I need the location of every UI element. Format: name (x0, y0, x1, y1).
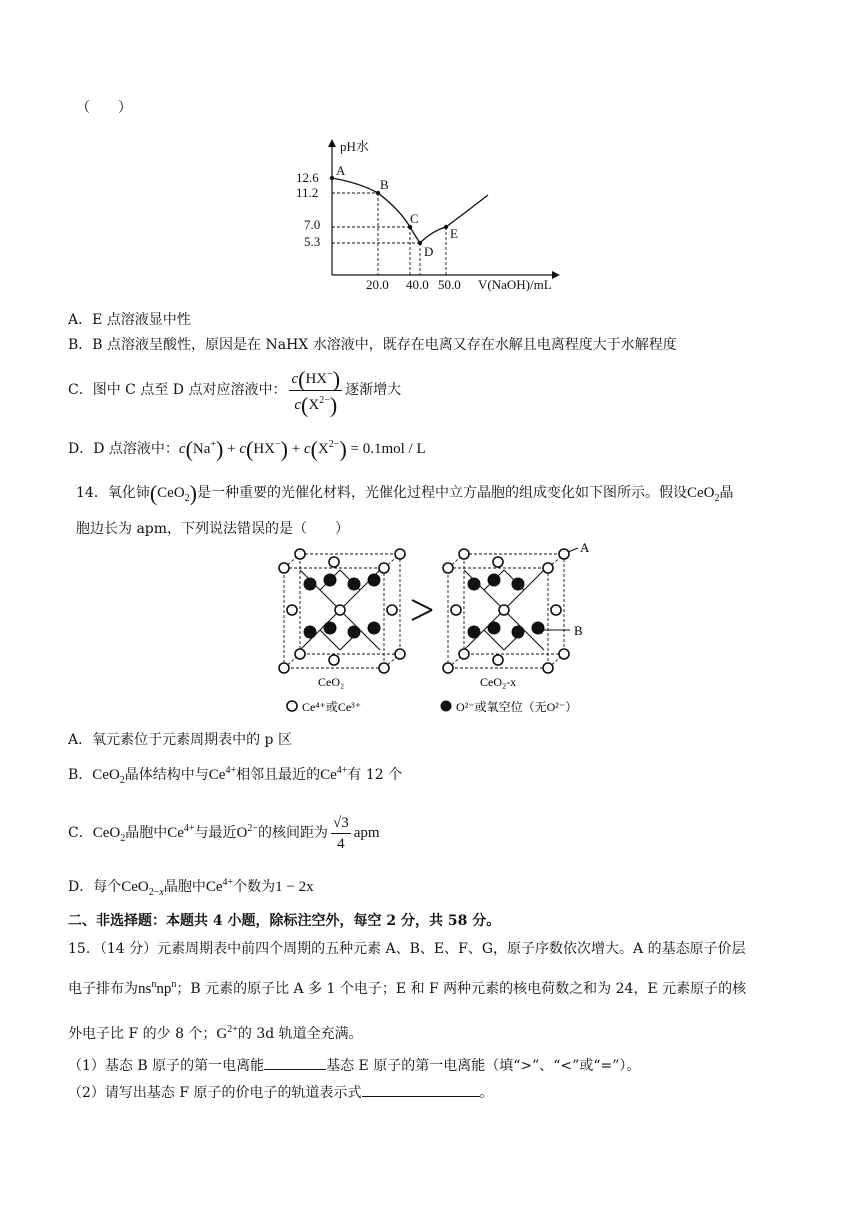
label-b: B (574, 623, 583, 638)
q15-line2: 电子排布为$ns^nnp^n$；B 元素的原子比 A 多 1 个电子；E 和 F 两种元素的核电荷数之和为 24，E 元素原子的核 (68, 979, 747, 997)
y-tick: 7.0 (304, 217, 321, 232)
q14-stem-line2: 胞边长为 apm，下列说法错误的是（ ） (76, 521, 350, 537)
ceo2-crystal-figure (270, 540, 590, 720)
q15-sub2: （2）请写出基态 F 原子的价电子的轨道表示式 。 (68, 1085, 494, 1101)
point-label: A (336, 163, 346, 178)
label-a: A (580, 540, 590, 555)
point-label: B (380, 177, 389, 192)
answer-blank[interactable] (362, 1096, 480, 1097)
q13-option-c: C．图中 C 点至 D 点对应溶液中： $\frac{c(HX^-)}{c(X^{2-})}$ 逐渐增大 (68, 366, 402, 418)
x-axis-label: V(NaOH)/mL (478, 277, 552, 292)
x-tick: 40.0 (406, 277, 429, 292)
y-tick: 5.3 (304, 234, 321, 249)
point-label: D (424, 244, 434, 259)
x-tick: 20.0 (366, 277, 389, 292)
y-tick: 11.2 (296, 185, 319, 200)
ph-titration-graph (290, 135, 570, 295)
q14-option-d: D．每个CeO$_{2-x}$晶胞中$Ce^{4+}$个数为1 − 2x (68, 877, 314, 898)
q13-option-a: A．E 点溶液显中性 (68, 312, 191, 328)
q15-line3: 外电子比 F 的少 8 个；$G^{2+}$的 3d 轨道全充满。 (68, 1024, 363, 1042)
q14-option-a: A．氧元素位于元素周期表中的 p 区 (68, 732, 292, 748)
q14-option-b: B．CeO$_2$晶体结构中与$Ce^{4+}$相邻且最近的$Ce^{4+}$有 12 个 (68, 765, 403, 786)
answer-paren: （ ） (76, 100, 132, 116)
q14-option-c: C．CeO$_2$晶胞中$Ce^{4+}$与最近$O^{2-}$的核间距为 $\frac{√3}{4}$ apm (68, 814, 380, 852)
x-tick: 50.0 (438, 277, 461, 292)
q15-line1: 15．（14 分）元素周期表中前四个周期的五种元素 A、B、E、F、G，原子序数依次增大。A 的基态原子价层 (68, 941, 746, 957)
y-tick: 12.6 (296, 170, 319, 185)
section-title: 二、非选择题：本题共 4 小题，除标注空外，每空 2 分，共 58 分。 (68, 913, 501, 929)
y-axis-label: pH水 (340, 139, 369, 154)
fig-right-label: CeO₂-x (480, 675, 517, 689)
q13-option-d: D．D 点溶液中：$c(Na^+) + c(HX^-) + c(X^{2-}) = 0.1mol / L$ (68, 436, 426, 462)
q14-stem-line1: 14．氧化铈(CeO$_2$)是一种重要的光催化材料，光催化过程中立方晶胞的组成变化如下图所示。假设CeO$_2$晶 (76, 480, 734, 506)
q15-sub1: （1）基态 B 原子的第一电离能 基态 E 原子的第一电离能（填“>”、“<”或“=”）。 (68, 1058, 641, 1074)
q13-option-b: B．B 点溶液呈酸性，原因是在 NaHX 水溶液中，既存在电离又存在水解且电离程度大于水解程度 (68, 337, 677, 353)
point-label: E (450, 226, 458, 241)
legend-ce: Ce⁴⁺或Ce³⁺ (302, 700, 362, 714)
point-label: C (410, 211, 419, 226)
legend-o: O²⁻或氧空位（无O²⁻） (456, 700, 578, 714)
answer-blank[interactable] (264, 1069, 326, 1070)
fig-left-label: CeO₂ (318, 675, 345, 689)
